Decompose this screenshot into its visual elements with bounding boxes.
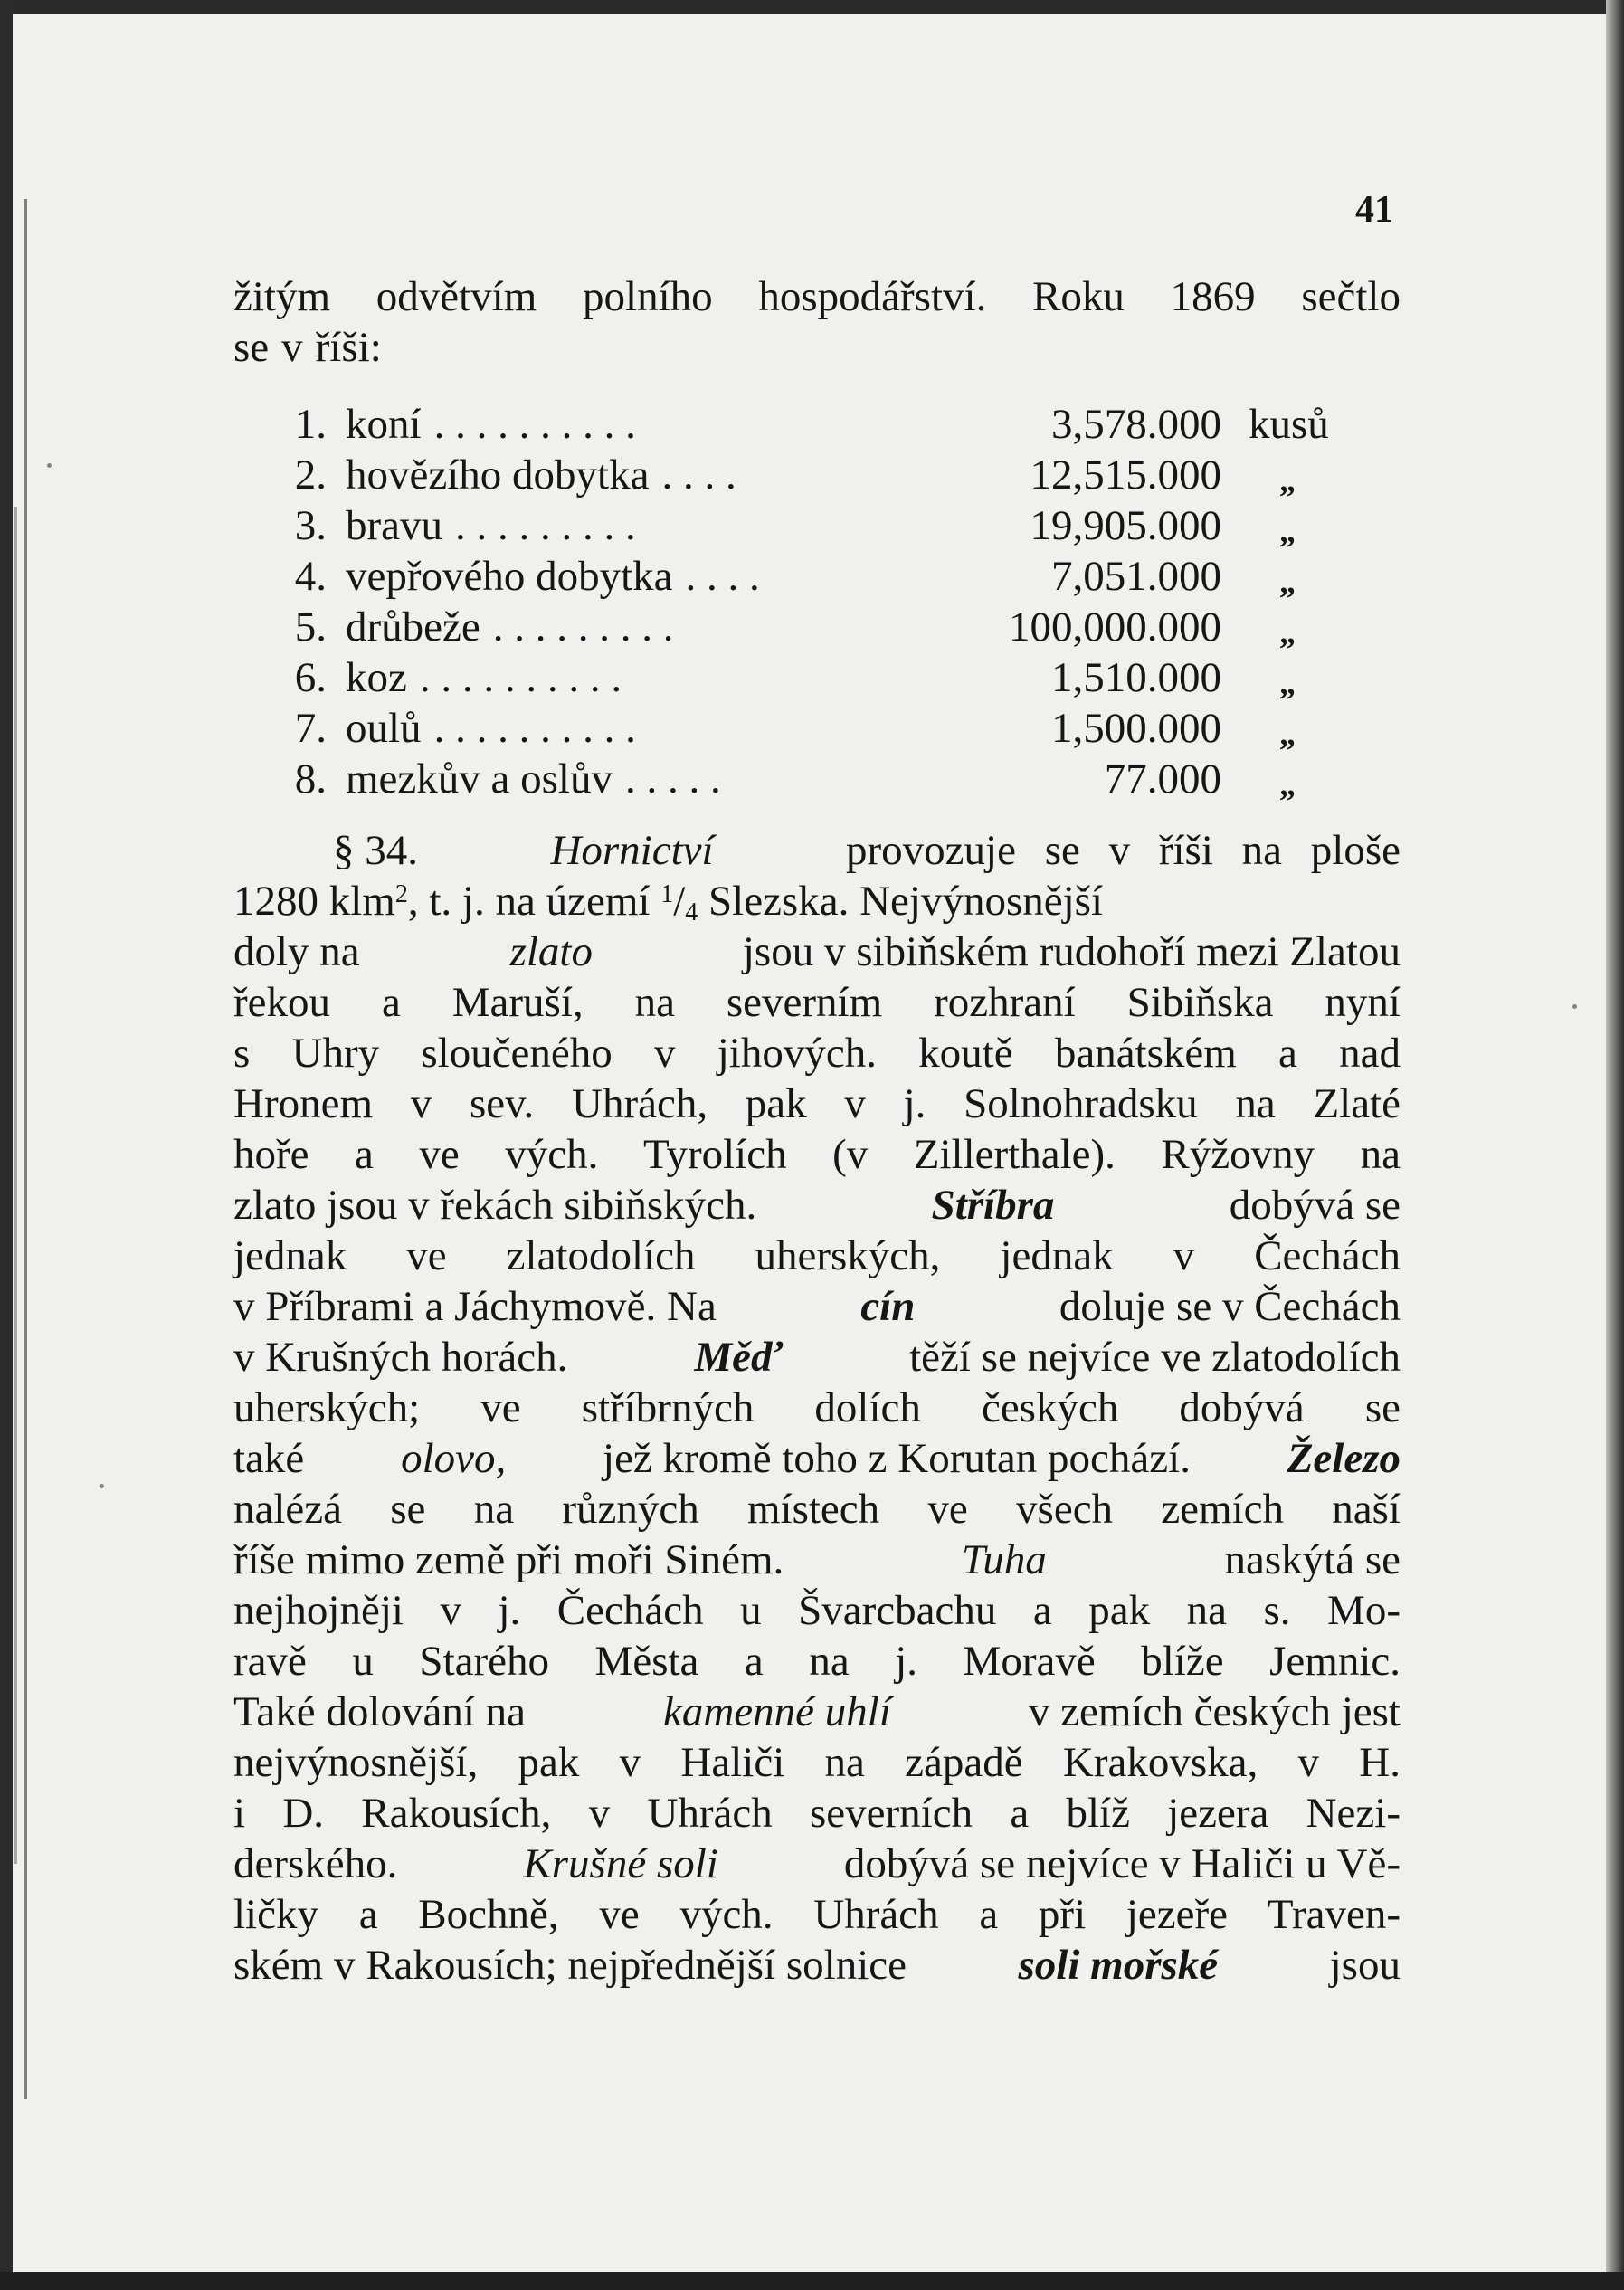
row-value: 100,000.000 (1009, 603, 1221, 651)
leader-dots: . . . . (685, 553, 760, 600)
row-number: 6. (294, 654, 327, 701)
row-number: 5. (294, 603, 327, 651)
text-line (233, 1839, 1401, 1889)
scan-edge-left (0, 0, 13, 2290)
text-run: dobývá se nejvíce v Haliči u Vě- (843, 1840, 1401, 1887)
text-run: jsou (1329, 1942, 1401, 1989)
text-line (233, 1636, 1401, 1687)
page-number: 41 (1355, 189, 1393, 231)
text-run: zlato jsou v řekách sibiňských. (233, 1182, 757, 1229)
leader-dots: . . . . . . . . . (492, 603, 674, 651)
row-number: 2. (294, 451, 327, 499)
text-run: derského. (233, 1840, 398, 1887)
row-number: 3. (294, 502, 327, 549)
text-run: řekou a Maruší, na severním rozhraní Sibiňska nyní (233, 979, 1401, 1026)
leader-dots: . . . . . . . . . (455, 502, 636, 549)
text-run: s Uhry sloučeného v jihových. koutě banátském a nad (233, 1030, 1401, 1077)
italic-term: Železo (1287, 1435, 1401, 1482)
leader-dots: . . . . (661, 451, 736, 499)
row-unit: „ (1279, 716, 1296, 752)
text-run: dobývá se (1229, 1182, 1401, 1229)
text-line (233, 1687, 1401, 1737)
row-number: 7. (294, 705, 327, 752)
row-label (346, 704, 636, 753)
text-line (233, 1078, 1401, 1129)
row-unit: „ (1279, 513, 1296, 549)
italic-term: zlato (509, 928, 593, 975)
text-run: říše mimo země při moři Siném. (233, 1536, 784, 1583)
leader-dots: . . . . . . . . . . (433, 705, 636, 752)
binding-shadow (14, 507, 17, 1864)
text-run: doluje se v Čechách (1059, 1283, 1401, 1330)
scan-edge-right (1606, 0, 1624, 2290)
text-run: jež kromě toho z Korutan pochází. (603, 1435, 1191, 1482)
row-unit: „ (1279, 462, 1296, 499)
text-line (233, 1433, 1401, 1484)
text-run: 1280 klm$^2$, t. j. na území $^1/_4$ Slezska. Nejvýnosnější (233, 878, 1104, 926)
text-line (233, 1585, 1401, 1636)
table-row (277, 501, 1390, 552)
text-run: jednak ve zlatodolích uherských, jednak v Čechách (233, 1232, 1401, 1279)
text-run: jsou v sibiňském rudohoří mezi Zlatou (742, 928, 1401, 975)
row-unit: „ (1279, 564, 1296, 600)
text-line (233, 1940, 1401, 1991)
text-line (233, 977, 1401, 1028)
row-item: koz (346, 654, 407, 701)
text-run: doly na (233, 928, 360, 975)
text-run: nejhojněji v j. Čechách u Švarcbachu a pak na s. Mo- (233, 1587, 1401, 1634)
text-run: nejvýnosnější, pak v Haliči na západě Krakovska, v H. (233, 1739, 1401, 1786)
word: Roku (1032, 273, 1125, 320)
text-line (233, 1484, 1401, 1535)
text-line (233, 1889, 1401, 1940)
text-run: v Příbrami a Jáchymově. Na (233, 1283, 717, 1330)
text-run: ličky a Bochně, ve vých. Uhrách a při jezeře Traven- (233, 1891, 1401, 1938)
row-item: koní (346, 401, 422, 448)
text-run: také (233, 1435, 305, 1482)
word: polního (583, 273, 713, 320)
row-item: bravu (346, 502, 443, 549)
italic-term: Tuha (961, 1536, 1047, 1583)
text-run: nalézá se na různých místech ve všech zemích naší (233, 1486, 1401, 1533)
table-row (277, 603, 1390, 653)
row-unit: „ (1279, 766, 1296, 803)
text-line (233, 1028, 1401, 1078)
section-paragraph (233, 825, 1401, 1991)
text-line (233, 1180, 1401, 1231)
row-number: 8. (294, 755, 327, 803)
speck (1572, 1004, 1577, 1009)
row-label (346, 603, 673, 651)
table-row (277, 400, 1390, 451)
speck (47, 463, 52, 468)
word: žitým (233, 273, 331, 320)
text-run: hoře a ve vých. Tyrolích (v Zillerthale). Rýžovny na (233, 1131, 1401, 1178)
text-line (233, 1231, 1401, 1281)
row-item: mezkův a oslův (346, 755, 613, 803)
table-row (277, 704, 1390, 755)
row-value: 7,051.000 (1051, 553, 1221, 600)
italic-term: Hornictví (550, 827, 714, 874)
row-number: 1. (294, 401, 327, 448)
row-number: 4. (294, 553, 327, 600)
intro-text (233, 271, 1401, 373)
italic-term: Krušné soli (523, 1840, 718, 1887)
row-label (346, 451, 736, 499)
text-line (233, 876, 1401, 926)
text-run: ském v Rakousích; nejpřednější solnice (233, 1942, 907, 1989)
text-run: Hronem v sev. Uhrách, pak v j. Solnohradsku na Zlaté (233, 1080, 1401, 1127)
row-value: 3,578.000 (1051, 401, 1221, 448)
table-row (277, 552, 1390, 603)
speck (100, 1484, 104, 1488)
leader-dots: . . . . . (625, 755, 721, 803)
text-line (233, 322, 1401, 373)
text-line (233, 1788, 1401, 1839)
table-row (277, 451, 1390, 501)
word: hospodářství. (758, 273, 987, 320)
leader-dots: . . . . . . . . . . (419, 654, 622, 701)
text-run: Také dolování na (233, 1688, 526, 1735)
binding-shadow (24, 199, 27, 2099)
scan-edge-bottom (0, 2272, 1624, 2290)
scan-edge-top (0, 0, 1624, 14)
row-label (346, 653, 622, 702)
italic-term: cín (860, 1283, 916, 1330)
text-run: ravě u Starého Města a na j. Moravě blíže Jemnic. (233, 1638, 1401, 1685)
text-run: v zemích českých jest (1028, 1688, 1401, 1735)
text-line (233, 1281, 1401, 1332)
row-label (346, 755, 721, 803)
row-value: 1,500.000 (1051, 705, 1221, 752)
italic-term: Stříbra (931, 1182, 1055, 1229)
word: sečtlo (1301, 273, 1401, 320)
section-mark: § 34. (333, 827, 418, 874)
row-value: 19,905.000 (1030, 502, 1221, 549)
row-item: vepřového dobytka (346, 553, 673, 600)
row-item: drůbeže (346, 603, 480, 651)
leader-dots: . . . . . . . . . . (433, 401, 636, 448)
row-label (346, 552, 760, 601)
row-value: 12,515.000 (1030, 451, 1221, 499)
text-run: uherských; ve stříbrných dolích českých dobývá se (233, 1384, 1401, 1431)
text-line (233, 1129, 1401, 1180)
row-item: hovězího dobytka (346, 451, 650, 499)
table-row (277, 755, 1390, 805)
table-row (277, 653, 1390, 704)
text-line (233, 1383, 1401, 1433)
word: odvětvím (375, 273, 537, 320)
italic-term: Měď (694, 1334, 784, 1381)
text-line (233, 1332, 1401, 1383)
text-line (233, 271, 1401, 322)
text-run: i D. Rakousích, v Uhrách severních a blíž jezera Nezi- (233, 1790, 1401, 1837)
text-line (233, 1737, 1401, 1788)
row-unit: kusů (1249, 401, 1329, 448)
row-value: 77.000 (1104, 755, 1221, 803)
text-run: v Krušných horách. (233, 1334, 568, 1381)
row-label (346, 400, 636, 449)
word: říši: (315, 324, 382, 371)
text-run: naskýtá se (1224, 1536, 1401, 1583)
italic-term: kamenné uhlí (663, 1688, 891, 1735)
row-value: 1,510.000 (1051, 654, 1221, 701)
word: v (281, 324, 303, 371)
row-label (346, 501, 636, 550)
italic-term: soli mořské (1018, 1942, 1219, 1989)
italic-term: olovo, (401, 1435, 507, 1482)
text-run: těží se nejvíce ve zlatodolích (909, 1334, 1401, 1381)
row-item: oulů (346, 705, 422, 752)
word: 1869 (1170, 273, 1256, 320)
row-unit: „ (1279, 665, 1296, 701)
row-unit: „ (1279, 614, 1296, 651)
word: se (233, 324, 270, 371)
text-line (233, 1535, 1401, 1585)
livestock-table (277, 400, 1390, 805)
text-line (233, 825, 1401, 876)
text-line (233, 926, 1401, 977)
text-run: provozuje se v říši na ploše (846, 827, 1401, 874)
